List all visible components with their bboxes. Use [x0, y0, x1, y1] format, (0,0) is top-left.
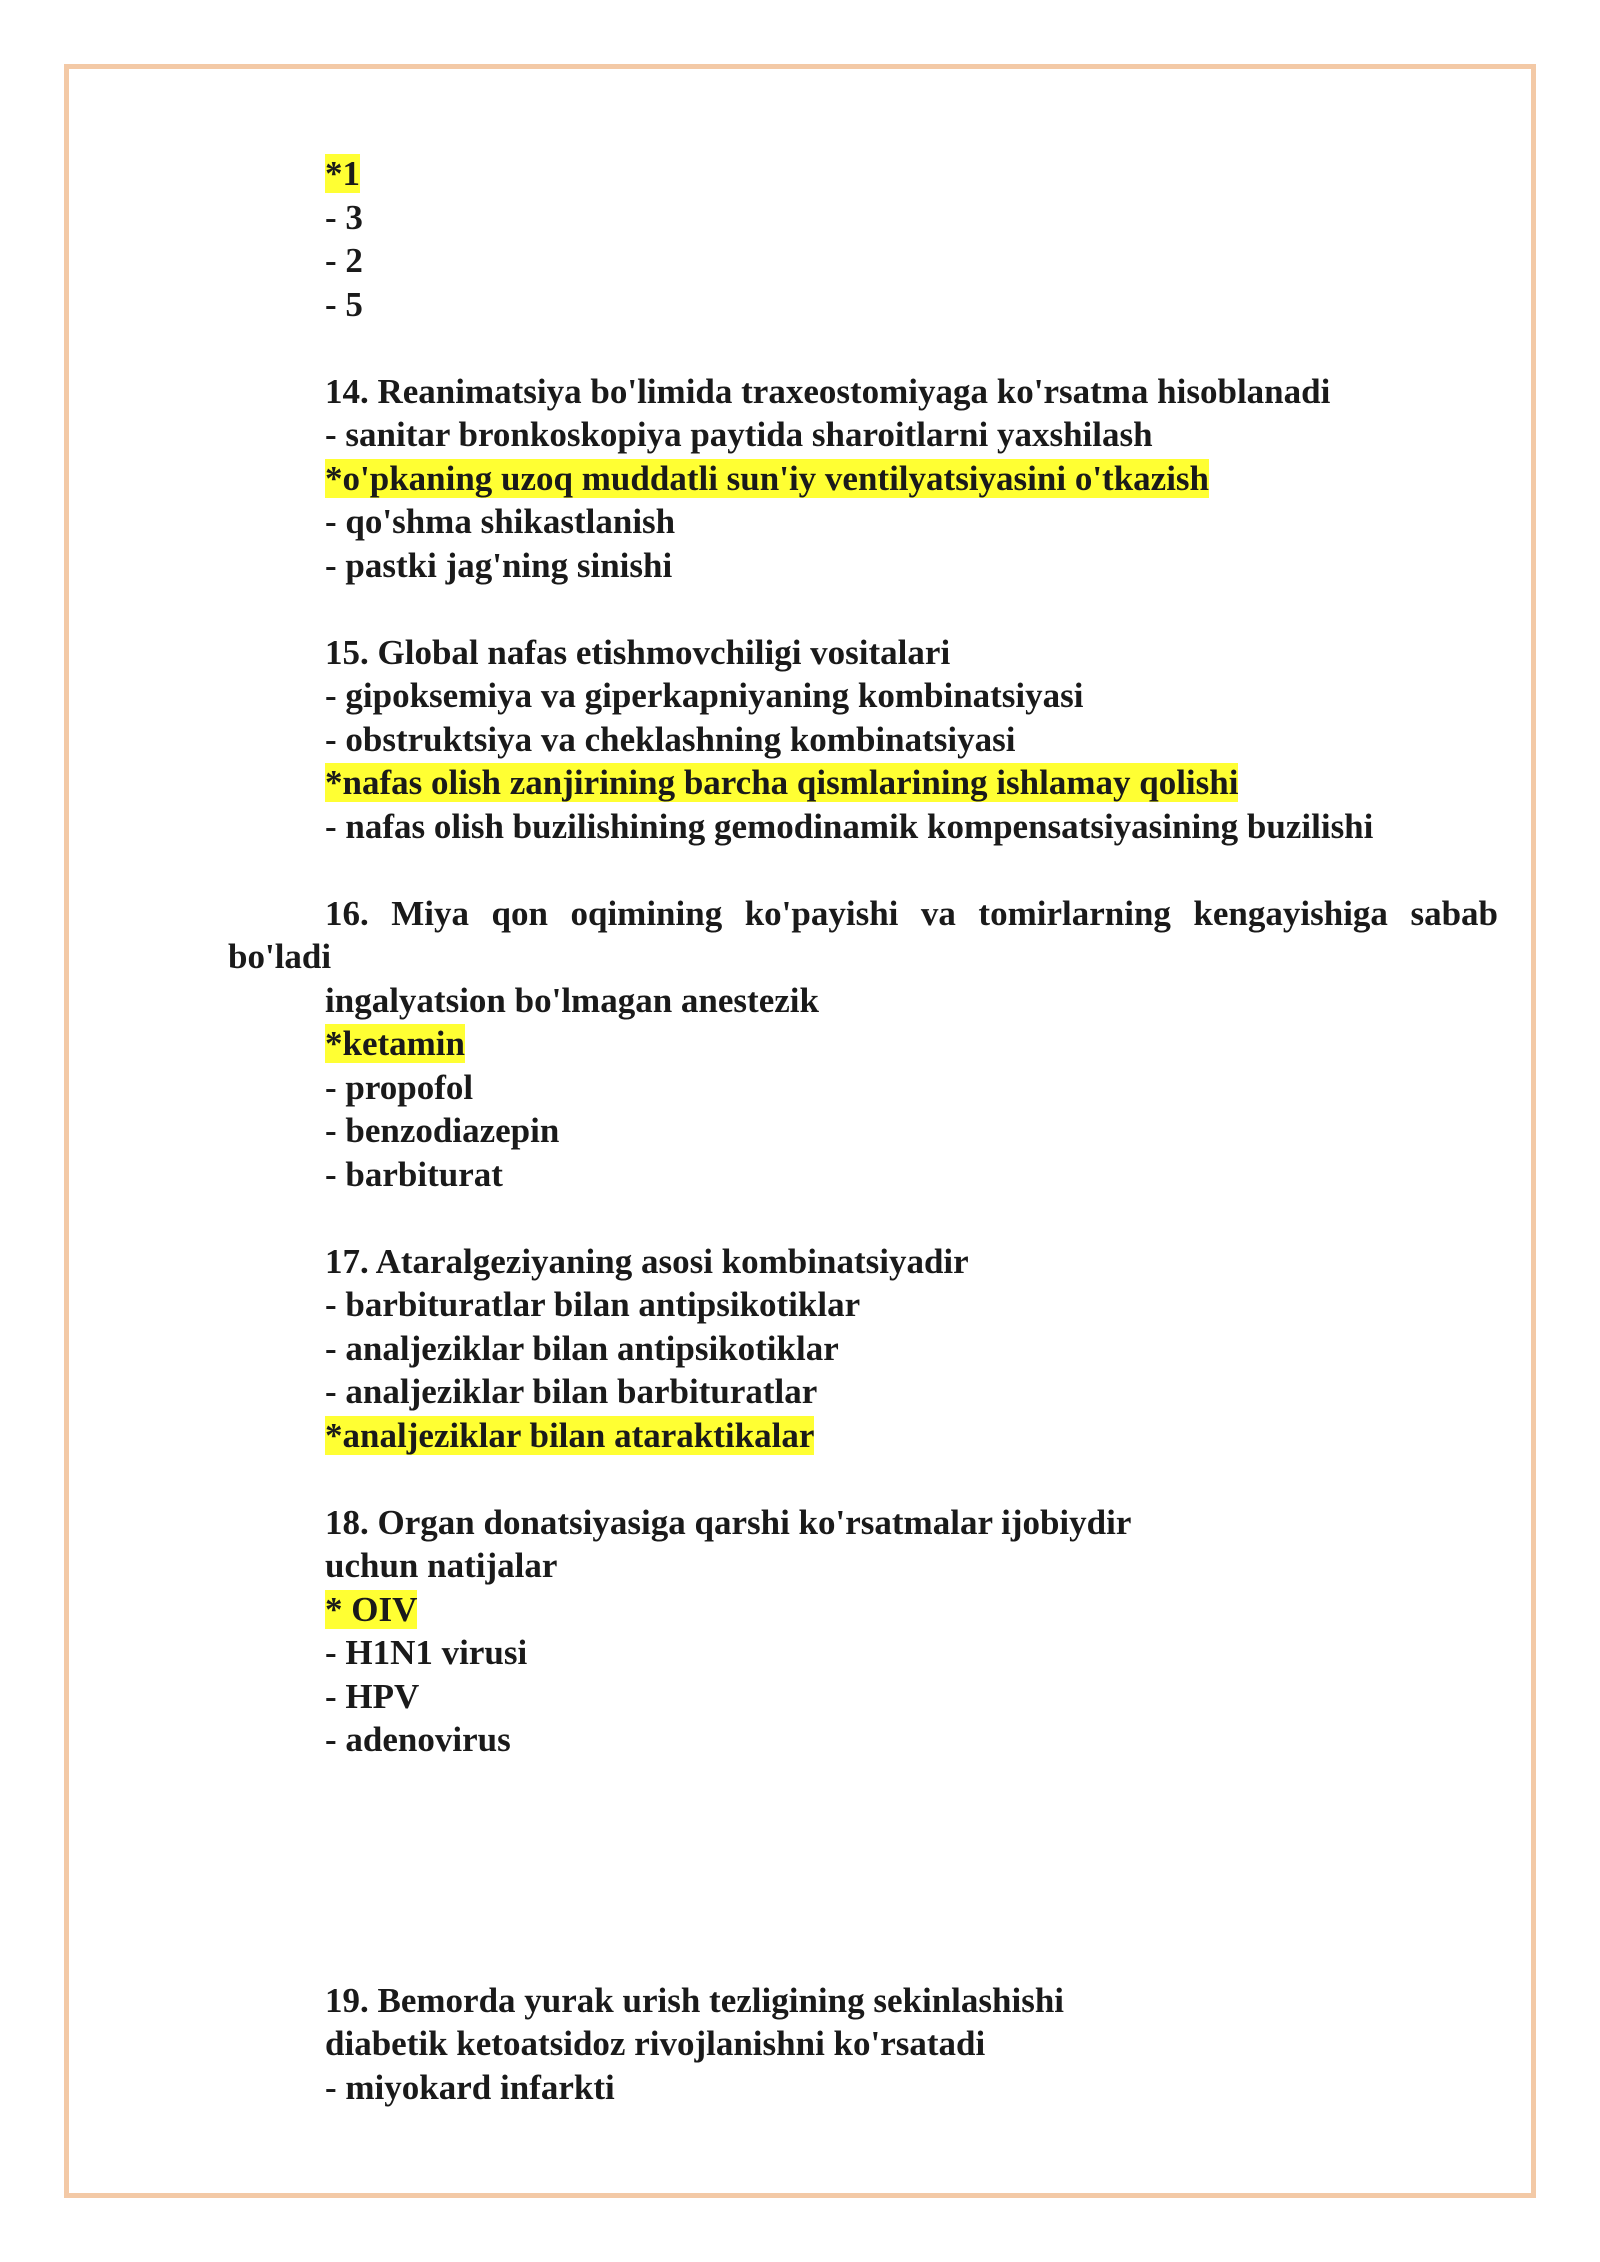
q16-option-2: - propofol [325, 1067, 474, 1107]
q17-option-3: - analjeziklar bilan barbituratlar [325, 1372, 818, 1411]
q17-option-1: - barbituratlar bilan antipsikotiklar [325, 1285, 861, 1324]
q14-option-3: - qo'shma shikastlanish [325, 502, 676, 541]
q19-question-line1: 19. Bemorda yurak urish tezligining sekinlashishi [325, 1980, 1065, 2020]
q16-option-3: - benzodiazepin [325, 1111, 560, 1150]
q16-option-4: - barbiturat [325, 1154, 503, 1194]
q18-question-line1: 18. Organ donatsiyasiga qarshi ko'rsatmalar ijobiydir [325, 1502, 1132, 1542]
q13-option-1: *1 [325, 154, 360, 193]
q18-option-3: - HPV [325, 1676, 420, 1716]
q13-option-2: - 3 [325, 197, 363, 237]
q17-option-2: - analjeziklar bilan antipsikotiklar [325, 1328, 839, 1368]
q19-question-line2: diabetik ketoatsidoz rivojlanishni ko'rsatadi [325, 2024, 986, 2063]
q15-option-1: - gipoksemiya va giperkapniyaning kombinatsiyasi [325, 676, 1084, 715]
q19-option-1: - miyokard infarkti [325, 2067, 615, 2107]
q16-option-1: *ketamin [325, 1024, 465, 1063]
q14-option-2: *o'pkaning uzoq muddatli sun'iy ventilyatsiyasini o'tkazish [325, 458, 1210, 498]
q18-option-1: * OIV [325, 1589, 418, 1629]
q17-option-4: *analjeziklar bilan ataraktikalar [325, 1415, 815, 1455]
q15-question: 15. Global nafas etishmovchiligi vositalari [325, 632, 951, 672]
q14-option-1: - sanitar bronkoskopiya paytida sharoitlarni yaxshilash [325, 415, 1153, 454]
q15-option-4: - nafas olish buzilishining gemodinamik kompensatsiyasining buzilishi [325, 806, 1374, 846]
quiz-content [228, 152, 1505, 2109]
q18-option-4: - adenovirus [325, 1720, 511, 1759]
q16-question-line1: 16. Miya qon oqimining ko'payishi va tomirlarning kengayishiga sabab [325, 893, 1498, 933]
q17-question: 17. Ataralgeziyaning asosi kombinatsiyadir [325, 1241, 969, 1281]
q16-question-line3: ingalyatsion bo'lmagan anestezik [325, 980, 819, 1020]
q15-option-2: - obstruktsiya va cheklashning kombinatsiyasi [325, 719, 1016, 759]
q14-option-4: - pastki jag'ning sinishi [325, 545, 673, 585]
q16-question-line2: bo'ladi [228, 937, 332, 976]
q13-option-4: - 5 [325, 284, 363, 324]
q13-option-3: - 2 [325, 241, 363, 280]
q18-question-line2: uchun natijalar [325, 1546, 558, 1585]
q18-option-2: - H1N1 virusi [325, 1633, 528, 1672]
q14-question: 14. Reanimatsiya bo'limida traxeostomiyaga ko'rsatma hisoblanadi [325, 371, 1331, 411]
q15-option-3: *nafas olish zanjirining barcha qismlarining ishlamay qolishi [325, 763, 1239, 802]
